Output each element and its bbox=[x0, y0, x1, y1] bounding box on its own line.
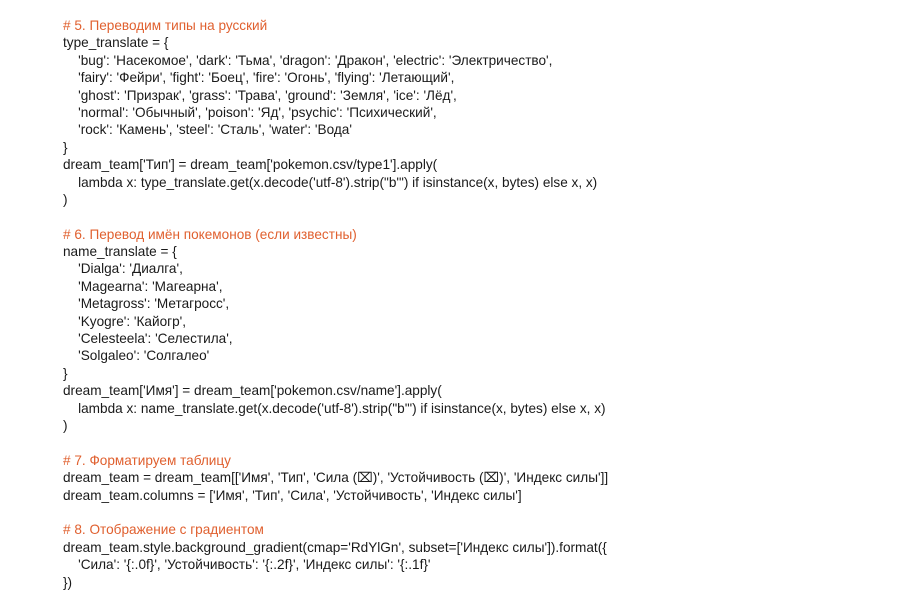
blank-line bbox=[63, 434, 883, 451]
code-line: 'ghost': 'Призрак', 'grass': 'Трава', 'ground': 'Земля', 'ice': 'Лёд', bbox=[63, 87, 457, 103]
code-line: 'Celesteela': 'Селестила', bbox=[63, 331, 233, 347]
code-line: 'normal': 'Обычный', 'poison': 'Яд', 'psychic': 'Психический', bbox=[63, 104, 437, 120]
code-comment-line: # 7. Форматируем таблицу bbox=[63, 452, 231, 468]
code-line: lambda x: type_translate.get(x.decode('utf-8').strip("b'") if isinstance(x, bytes) else x, x) bbox=[63, 174, 598, 190]
code-line: 'Сила': '{:.0f}', 'Устойчивость': '{:.2f}', 'Индекс силы': '{:.1f}' bbox=[63, 557, 431, 573]
code-line: 'Solgaleo': 'Солгалео' bbox=[63, 348, 210, 364]
code-line: 'Kyogre': 'Кайогр', bbox=[63, 313, 187, 329]
code-line: 'fairy': 'Фейри', 'fight': 'Боец', 'fire': 'Огонь', 'flying': 'Летающий', bbox=[63, 70, 455, 86]
code-line: type_translate = { bbox=[63, 35, 169, 51]
code-listing bbox=[63, 17, 883, 591]
code-line: dream_team.style.background_gradient(cmap='RdYlGn', subset=['Индекс силы']).format({ bbox=[63, 539, 607, 555]
code-line: dream_team['Имя'] = dream_team['pokemon.csv/name'].apply( bbox=[63, 383, 442, 399]
code-line: } bbox=[63, 139, 68, 155]
code-comment-line: # 5. Переводим типы на русский bbox=[63, 18, 268, 33]
code-line: 'Magearna': 'Магеарна', bbox=[63, 278, 223, 294]
code-line: } bbox=[63, 365, 68, 381]
code-line: dream_team.columns = ['Имя', 'Тип', 'Сила', 'Устойчивость', 'Индекс силы'] bbox=[63, 487, 522, 503]
code-line: 'Metagross': 'Метагросс', bbox=[63, 296, 230, 312]
code-line: ) bbox=[63, 417, 68, 433]
code-line: 'Dialga': 'Диалга', bbox=[63, 261, 183, 277]
code-line: dream_team['Тип'] = dream_team['pokemon.csv/type1'].apply( bbox=[63, 157, 438, 173]
code-line: 'bug': 'Насекомое', 'dark': 'Тьма', 'dragon': 'Дракон', 'electric': 'Электричество', bbox=[63, 52, 553, 68]
code-line: ) bbox=[63, 191, 68, 207]
code-comment-line: # 6. Перевод имён покемонов (если известны) bbox=[63, 226, 357, 242]
blank-line bbox=[63, 504, 883, 521]
code-comment-line: # 8. Отображение с градиентом bbox=[63, 522, 264, 538]
blank-line bbox=[63, 208, 883, 225]
code-line: }) bbox=[63, 574, 73, 590]
code-line: 'rock': 'Камень', 'steel': 'Сталь', 'water': 'Вода' bbox=[63, 122, 352, 138]
code-line: dream_team = dream_team[['Имя', 'Тип', 'Сила (⌧)', 'Устойчивость (⌧)', 'Индекс силы']] bbox=[63, 470, 609, 486]
code-line: lambda x: name_translate.get(x.decode('utf-8').strip("b'") if isinstance(x, bytes) else x, x) bbox=[63, 400, 606, 416]
code-line: name_translate = { bbox=[63, 244, 177, 260]
